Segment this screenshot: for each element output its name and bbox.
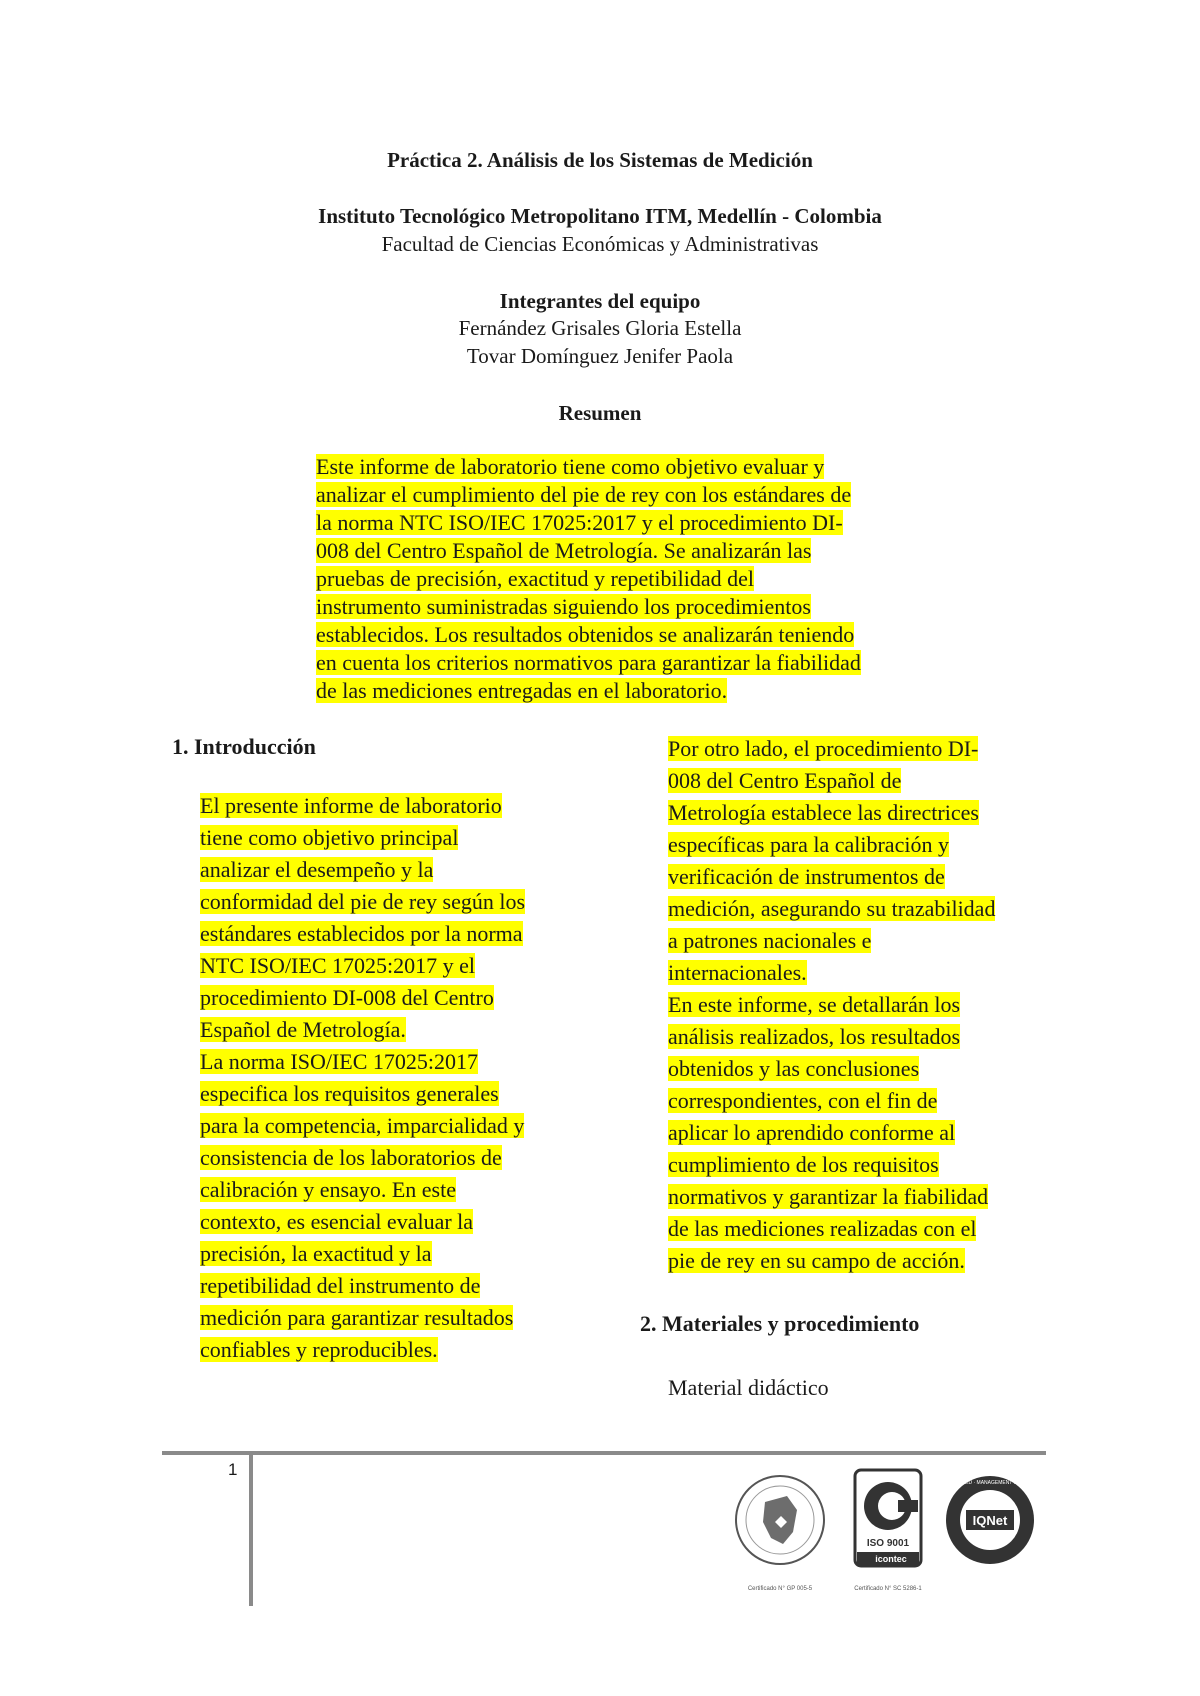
intro-line: repetibilidad del instrumento de bbox=[200, 1273, 481, 1298]
intro-line: cumplimiento de los requisitos bbox=[668, 1152, 939, 1177]
team-member-2: Tovar Domínguez Jenifer Paola bbox=[466, 344, 734, 368]
intro-paragraph-1 bbox=[200, 790, 568, 1046]
intro-line: análisis realizados, los resultados bbox=[668, 1024, 961, 1049]
intro-line: estándares establecidos por la norma bbox=[200, 921, 523, 946]
cert-caption-1: Certificado N° GP 005-5 bbox=[747, 1586, 813, 1592]
page-number: 1 bbox=[228, 1460, 238, 1479]
intro-line: El presente informe de laboratorio bbox=[200, 793, 502, 818]
abstract-line: Este informe de laboratorio tiene como objetivo evaluar y bbox=[316, 454, 825, 479]
faculty-name: Facultad de Ciencias Económicas y Administrativas bbox=[381, 232, 819, 256]
team-heading: Integrantes del equipo bbox=[499, 289, 701, 313]
intro-paragraph-2 bbox=[200, 1046, 568, 1366]
intro-paragraph-3 bbox=[668, 733, 1036, 989]
iqnet-ring-text: CERTIFIED · MANAGEMENT SYSTEM bbox=[945, 1480, 1035, 1486]
document-title: Práctica 2. Análisis de los Sistemas de Medición bbox=[387, 148, 813, 172]
footer-vertical-rule bbox=[249, 1451, 253, 1606]
intro-line: Por otro lado, el procedimiento DI- bbox=[668, 736, 979, 761]
team-member-1: Fernández Grisales Gloria Estella bbox=[458, 316, 742, 340]
icontec-label: icontec bbox=[875, 1554, 907, 1564]
intro-line: aplicar lo aprendido conforme al bbox=[668, 1120, 956, 1145]
iso-9001-label: ISO 9001 bbox=[866, 1538, 910, 1549]
intro-line: 008 del Centro Español de bbox=[668, 768, 902, 793]
intro-line: medición, asegurando su trazabilidad bbox=[668, 896, 996, 921]
intro-line: internacionales. bbox=[668, 960, 807, 985]
intro-line: conformidad del pie de rey según los bbox=[200, 889, 526, 914]
icontec-iso-logo bbox=[854, 1470, 922, 1592]
certification-logos bbox=[735, 1462, 1035, 1597]
intro-line: precisión, la exactitud y la bbox=[200, 1241, 432, 1266]
abstract-line: 008 del Centro Español de Metrología. Se analizarán las bbox=[316, 538, 812, 563]
intro-line: obtenidos y las conclusiones bbox=[668, 1056, 920, 1081]
abstract-line: analizar el cumplimiento del pie de rey con los estándares de bbox=[316, 482, 852, 507]
intro-line: analizar el desempeño y la bbox=[200, 857, 434, 882]
intro-line: contexto, es esencial evaluar la bbox=[200, 1209, 474, 1234]
intro-line: tiene como objetivo principal bbox=[200, 825, 459, 850]
intro-line: correspondientes, con el fin de bbox=[668, 1088, 938, 1113]
intro-line: para la competencia, imparcialidad y bbox=[200, 1113, 525, 1138]
abstract-paragraph bbox=[316, 453, 920, 705]
abstract-heading: Resumen bbox=[558, 401, 642, 425]
abstract-line: la norma NTC ISO/IEC 17025:2017 y el procedimiento DI- bbox=[316, 510, 843, 535]
intro-line: especifica los requisitos generales bbox=[200, 1081, 499, 1106]
abstract-line: establecidos. Los resultados obtenidos se analizarán teniendo bbox=[316, 622, 855, 647]
intro-line: pie de rey en su campo de acción. bbox=[668, 1248, 965, 1273]
cert-caption-2: Certificado N° SC 5286-1 bbox=[854, 1586, 922, 1592]
section-1-heading: 1. Introducción bbox=[172, 734, 316, 759]
abstract-line: instrumento suministradas siguiendo los procedimientos bbox=[316, 594, 811, 619]
iqnet-logo bbox=[946, 1476, 1034, 1564]
intro-line: a patrones nacionales e bbox=[668, 928, 872, 953]
intro-line: Metrología establece las directrices bbox=[668, 800, 979, 825]
intro-line: específicas para la calibración y bbox=[668, 832, 949, 857]
intro-line: Español de Metrología. bbox=[200, 1017, 406, 1042]
intro-line: procedimiento DI-008 del Centro bbox=[200, 985, 494, 1010]
abstract-line: en cuenta los criterios normativos para garantizar la fiabilidad bbox=[316, 650, 861, 675]
intro-line: medición para garantizar resultados bbox=[200, 1305, 514, 1330]
quality-seal-logo bbox=[736, 1476, 824, 1592]
abstract-line: pruebas de precisión, exactitud y repetibilidad del bbox=[316, 566, 755, 591]
section-2-heading: 2. Materiales y procedimiento bbox=[640, 1311, 920, 1336]
intro-line: de las mediciones realizadas con el bbox=[668, 1216, 977, 1241]
intro-line: verificación de instrumentos de bbox=[668, 864, 945, 889]
abstract-line: de las mediciones entregadas en el laboratorio. bbox=[316, 678, 728, 703]
section-2-subtitle: Material didáctico bbox=[668, 1375, 829, 1400]
intro-line: NTC ISO/IEC 17025:2017 y el bbox=[200, 953, 475, 978]
intro-line: La norma ISO/IEC 17025:2017 bbox=[200, 1049, 479, 1074]
footer-rule bbox=[162, 1451, 1046, 1455]
intro-line: calibración y ensayo. En este bbox=[200, 1177, 456, 1202]
intro-line: normativos y garantizar la fiabilidad bbox=[668, 1184, 989, 1209]
intro-line: En este informe, se detallarán los bbox=[668, 992, 961, 1017]
institution-name: Instituto Tecnológico Metropolitano ITM, Medellín - Colombia bbox=[318, 204, 882, 228]
intro-line: consistencia de los laboratorios de bbox=[200, 1145, 502, 1170]
intro-line: confiables y reproducibles. bbox=[200, 1337, 438, 1362]
iqnet-label: IQNet bbox=[972, 1513, 1008, 1528]
intro-paragraph-4 bbox=[668, 989, 1036, 1277]
